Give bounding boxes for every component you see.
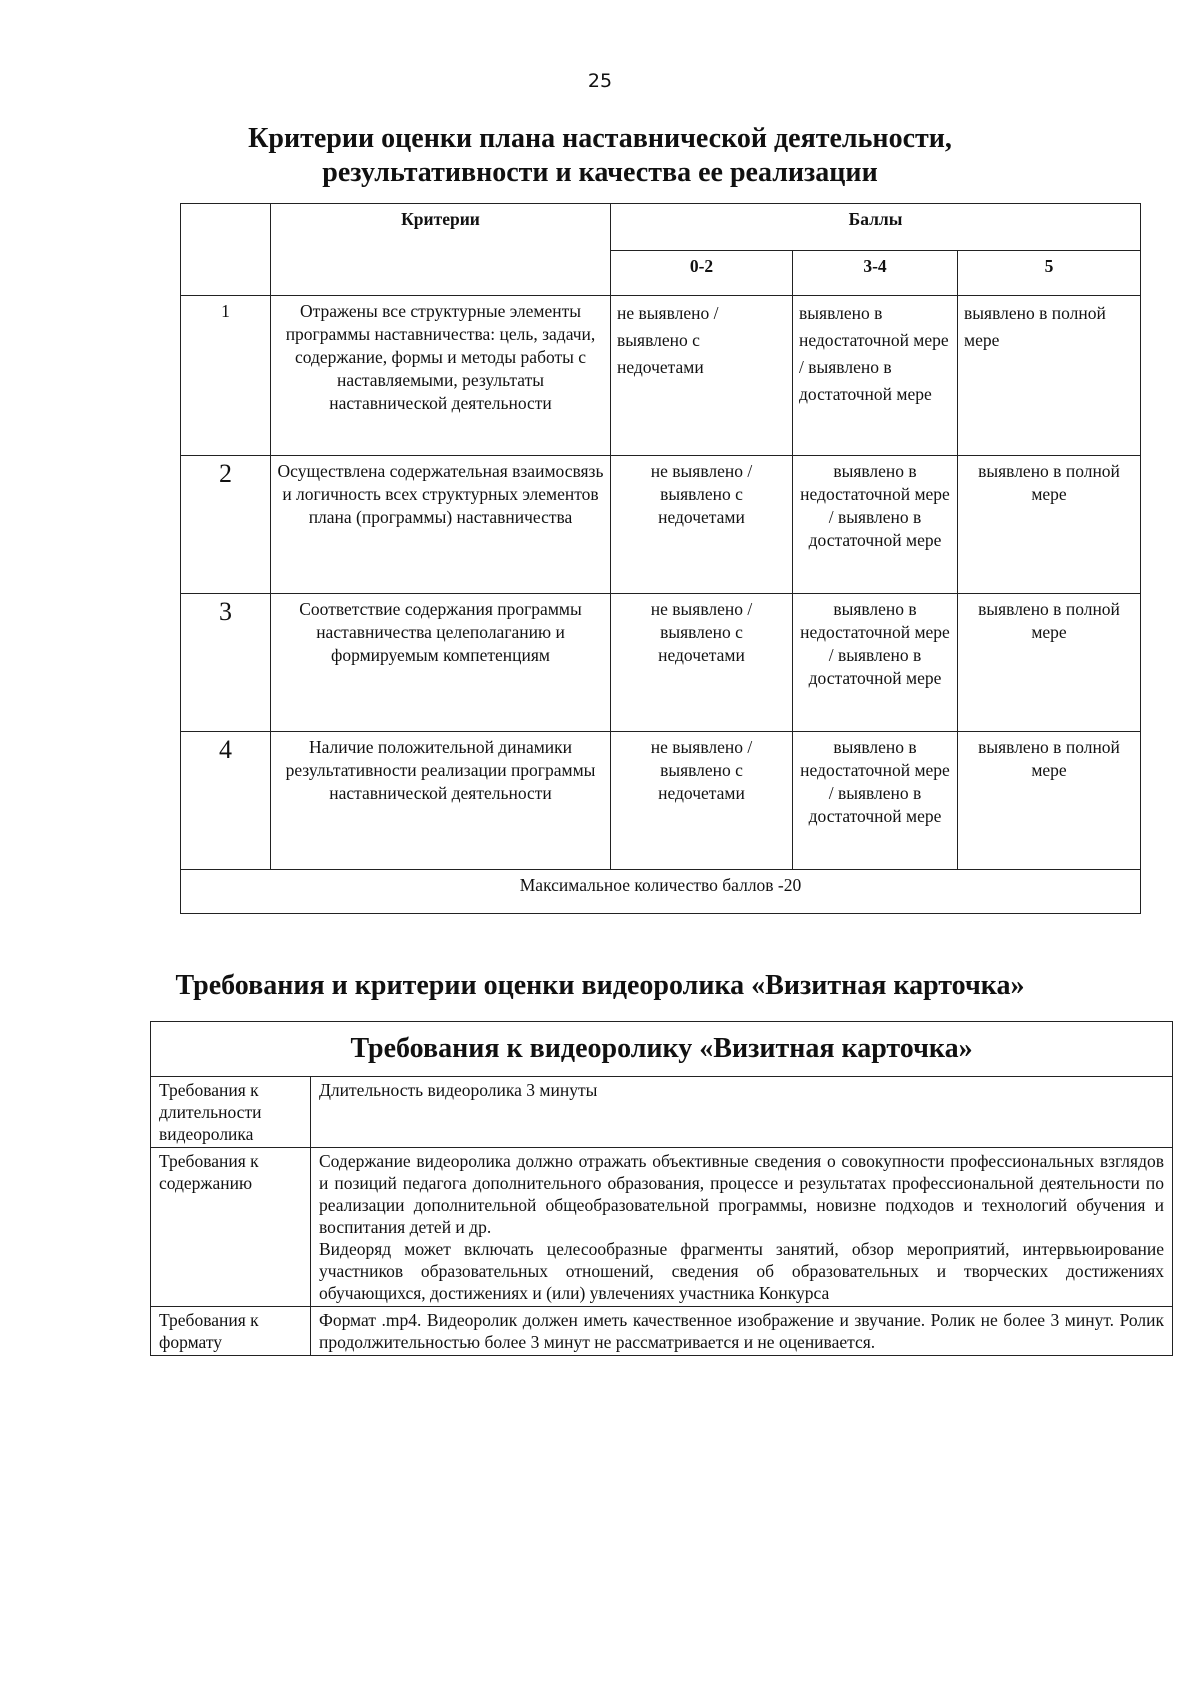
- row-score-3-4: выявлено в недостаточной мере / выявлено в достаточной мере: [793, 732, 958, 870]
- row-number: 1: [181, 296, 271, 456]
- row-score-5: выявлено в полной мере: [958, 594, 1141, 732]
- header-number-cell: [181, 204, 271, 296]
- requirement-row: [151, 1148, 1173, 1307]
- criteria-header-row: [181, 204, 1141, 251]
- row-score-5: выявлено в полной мере: [958, 296, 1141, 456]
- video-table-header-row: [151, 1022, 1173, 1077]
- requirement-row: [151, 1307, 1173, 1356]
- requirement-row: [151, 1077, 1173, 1148]
- criteria-row: [181, 732, 1141, 870]
- criteria-title: [0, 122, 1200, 190]
- video-requirements-table: [150, 1021, 1173, 1356]
- row-criterion: Осуществлена содержательная взаимосвязь и логичность всех структурных элементов плана (программы) наставничества: [271, 456, 611, 594]
- criteria-row: [181, 456, 1141, 594]
- requirement-label: Требования к формату: [151, 1307, 311, 1356]
- row-score-0-2: не выявлено / выявлено с недочетами: [611, 296, 793, 456]
- row-score-5: выявлено в полной мере: [958, 732, 1141, 870]
- row-score-0-2: не выявлено / выявлено с недочетами: [611, 594, 793, 732]
- row-criterion: Наличие положительной динамики результативности реализации программы наставнической деятельности: [271, 732, 611, 870]
- video-table-title: Требования к видеоролику «Визитная карточка»: [151, 1022, 1173, 1077]
- criteria-row: [181, 296, 1141, 456]
- row-number: 2: [181, 456, 271, 594]
- requirement-value: Длительность видеоролика 3 минуты: [311, 1077, 1173, 1148]
- header-criteria: Критерии: [271, 204, 611, 296]
- requirement-label: Требования к длительности видеоролика: [151, 1077, 311, 1148]
- video-section-title: Требования и критерии оценки видеоролика «Визитная карточка»: [175, 970, 1025, 1001]
- header-points: Баллы: [611, 204, 1141, 251]
- criteria-total-row: [181, 870, 1141, 914]
- requirement-label: Требования к содержанию: [151, 1148, 311, 1307]
- score-0-2: 0-2: [611, 251, 793, 296]
- max-points: Максимальное количество баллов -20: [181, 870, 1141, 914]
- row-criterion: Отражены все структурные элементы программы наставничества: цель, задачи, содержание, формы и методы работы с наставляемыми, результаты наставнической деятельности: [271, 296, 611, 456]
- score-3-4: 3-4: [793, 251, 958, 296]
- row-score-5: выявлено в полной мере: [958, 456, 1141, 594]
- page-number: 25: [587, 70, 613, 92]
- row-score-3-4: выявлено в недостаточной мере / выявлено в достаточной мере: [793, 594, 958, 732]
- row-criterion: Соответствие содержания программы наставничества целеполаганию и формируемым компетенциям: [271, 594, 611, 732]
- content-paragraph-1: Содержание видеоролика должно отражать объективные сведения о совокупности профессиональных взглядов и позиций педагога дополнительного образования, процессе и результатах профессиональной деятельности по реализации дополнительной общеобразовательной программы, новизне подходов и технологий обучения и воспитания детей и др.: [319, 1151, 1165, 1237]
- score-5: 5: [958, 251, 1141, 296]
- row-score-0-2: не выявлено / выявлено с недочетами: [611, 732, 793, 870]
- row-number: 4: [181, 732, 271, 870]
- row-score-3-4: выявлено в недостаточной мере / выявлено в достаточной мере: [793, 456, 958, 594]
- requirement-value: [311, 1148, 1173, 1307]
- row-score-3-4: выявлено в недостаточной мере / выявлено в достаточной мере: [793, 296, 958, 456]
- content-paragraph-2: Видеоряд может включать целесообразные фрагменты занятий, обзор мероприятий, интервьюирование участников образовательных отношений, сведения об образовательных и творческих достижениях обучающихся, достижениях и (или) увлечениях участника Конкурса: [319, 1239, 1165, 1303]
- requirement-value: Формат .mp4. Видеоролик должен иметь качественное изображение и звучание. Ролик не более 3 минут. Ролик продолжительностью более 3 минут не рассматривается и не оценивается.: [311, 1307, 1173, 1356]
- row-score-0-2: не выявлено / выявлено с недочетами: [611, 456, 793, 594]
- criteria-title-line2: результативности и качества ее реализации: [322, 157, 878, 188]
- criteria-table: [180, 203, 1141, 914]
- criteria-row: [181, 594, 1141, 732]
- row-number: 3: [181, 594, 271, 732]
- criteria-title-line1: Критерии оценки плана наставнической деятельности,: [248, 123, 952, 154]
